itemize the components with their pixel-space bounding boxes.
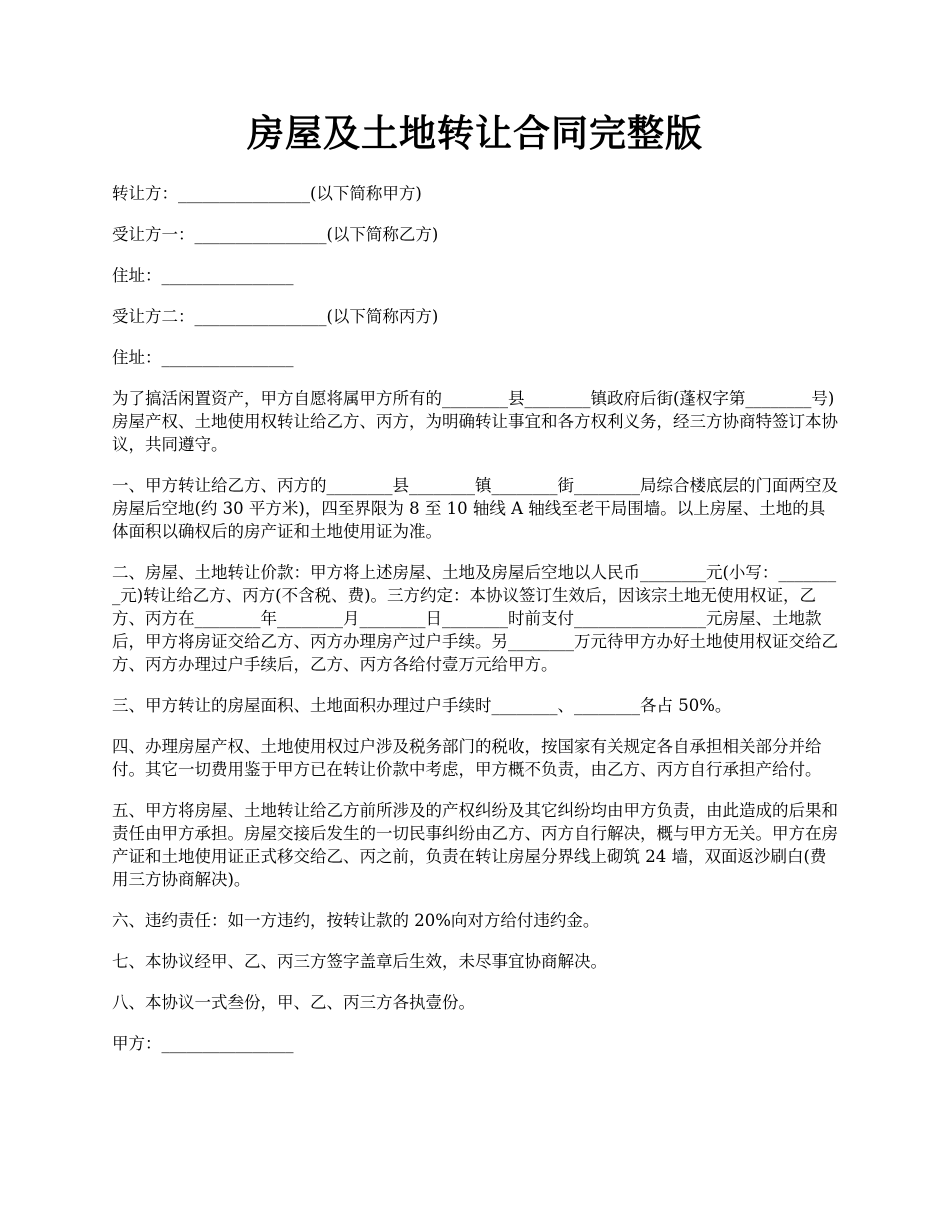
transferee-one-line: 受让方一：________________(以下简称乙方) [112,225,439,244]
signature-line: 甲方：________________ [112,1034,294,1053]
clause-eight: 八、本协议一式叁份，甲、乙、丙三方各执壹份。 [112,993,475,1012]
clause-two: 二、房屋、土地转让价款：甲方将上述房屋、土地及房屋后空地以人民币________元(小写：________元)转让给乙方、丙方(不含税、费)。三方约定：本协议签订生效后，因该宗土地无使用权证，乙方、丙方在________年________月________日________时前支付________________元房屋、土地款后，甲方将房证交给乙方、丙方办理房产过户手续。另________万元待甲方办好土地使用权证交给乙方、丙方办理过户手续后，乙方、丙方各给付壹万元给甲方。 [112,563,838,674]
address-two-line: 住址：________________ [112,348,294,367]
document-title: 房屋及土地转让合同完整版 [247,111,703,155]
clause-five: 五、甲方将房屋、土地转让给乙方前所涉及的产权纠纷及其它纠纷均由甲方负责，由此造成的后果和责任由甲方承担。房屋交接后发生的一切民事纠纷由乙方、丙方自行解决，概与甲方无关。甲方在房产证和土地使用证正式移交给乙、丙之前，负责在转让房屋分界线上砌筑 24 墙，双面返沙刷白(费用三方协商解决)。 [112,801,838,889]
preamble-paragraph: 为了搞活闲置资产，甲方自愿将属甲方所有的________县________镇政府后街(蓬权字第________号)房屋产权、土地使用权转让给乙方、丙方，为明确转让事宜和各方权利义务，经三方协商特签订本协议，共同遵守。 [112,389,838,454]
transferee-two-line: 受让方二：________________(以下简称丙方) [112,307,439,326]
clause-six: 六、违约责任：如一方违约，按转让款的 20%向对方给付违约金。 [112,911,600,930]
clause-three: 三、甲方转让的房屋面积、土地面积办理过户手续时________、________各占 50%。 [112,696,732,715]
clause-one: 一、甲方转让给乙方、丙方的________县________镇________街________局综合楼底层的门面两空及房屋后空地(约 30 平方米)，四至界限为 8 至 10 轴线 A 轴线至老干局围墙。以上房屋、土地的具体面积以确权后的房产证和土地使用证为准。 [112,476,838,541]
address-one-line: 住址：________________ [112,266,294,285]
clause-seven: 七、本协议经甲、乙、丙三方签字盖章后生效，未尽事宜协商解决。 [112,952,607,971]
clause-four: 四、办理房屋产权、土地使用权过户涉及税务部门的税收，按国家有关规定各自承担相关部分并给付。其它一切费用鉴于甲方已在转让价款中考虑，甲方概不负责，由乙方、丙方自行承担产给付。 [112,737,822,779]
transferor-line: 转让方：________________(以下简称甲方) [112,184,422,203]
